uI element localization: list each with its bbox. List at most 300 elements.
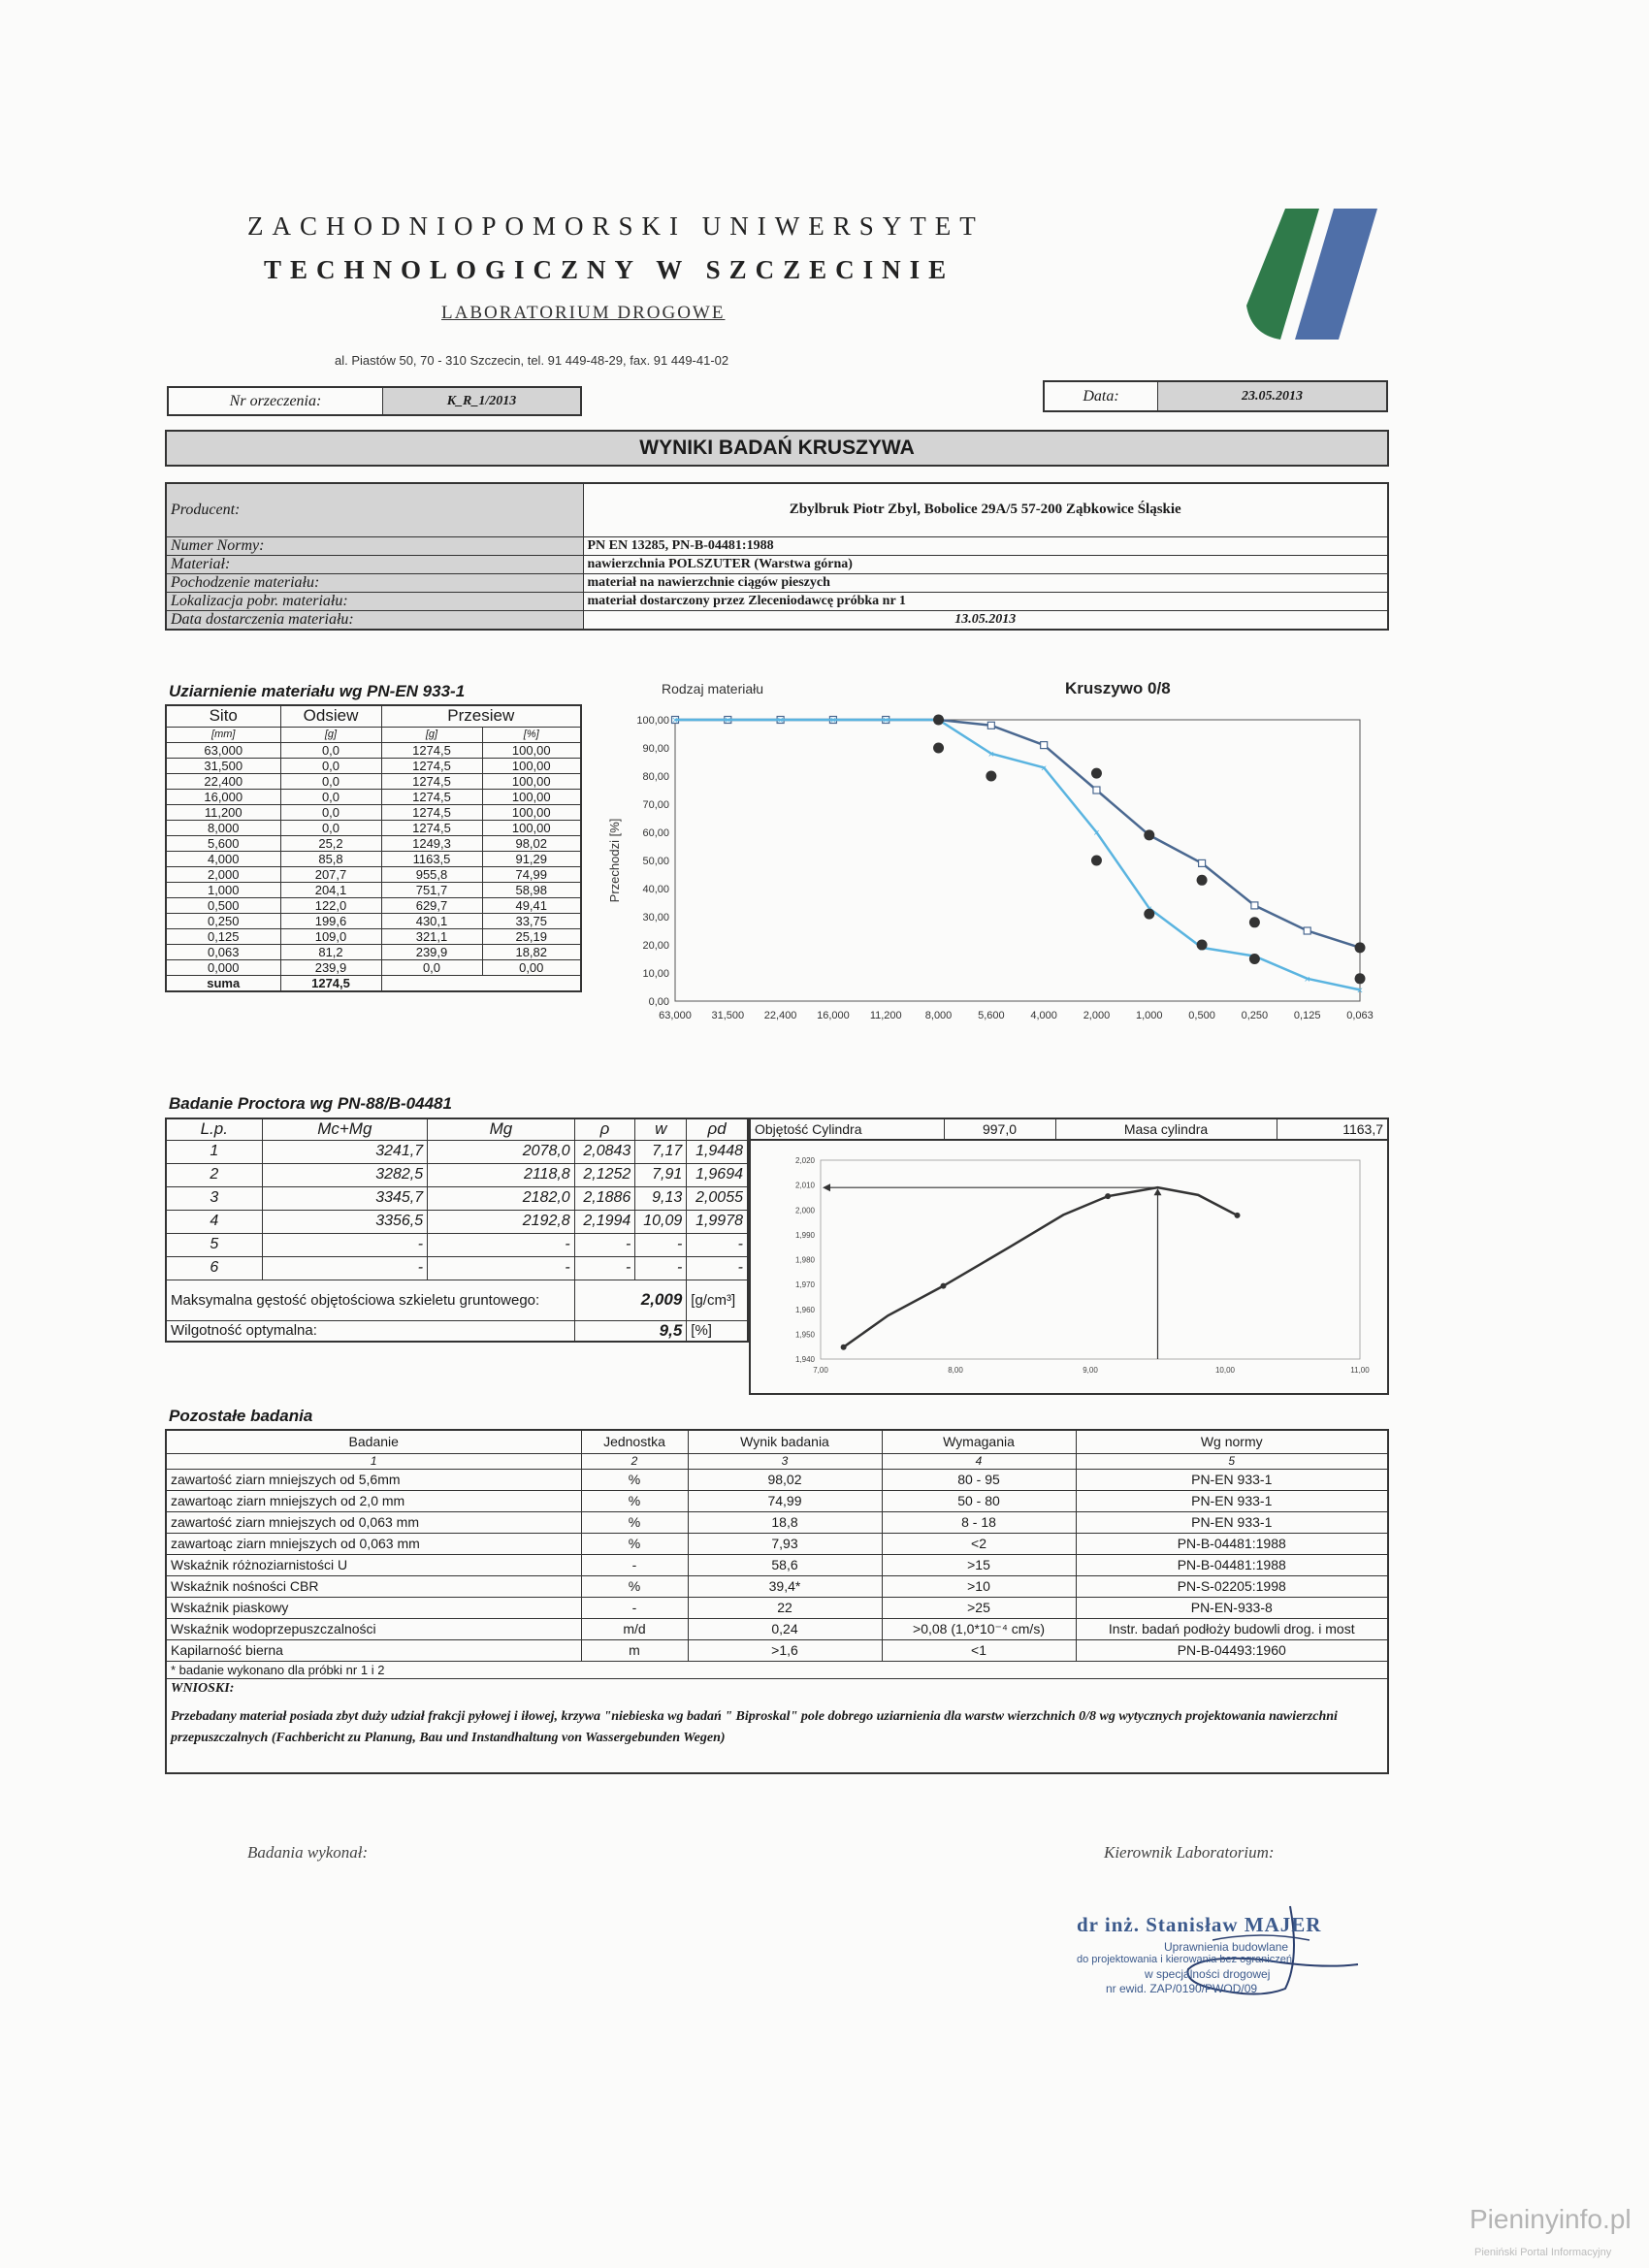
sieve-row — [166, 820, 581, 835]
x-tick-label: 1,000 — [1136, 1010, 1163, 1021]
info-row — [166, 483, 1388, 536]
sieve-size: 0,063 — [166, 944, 280, 959]
proctor-point — [940, 1283, 946, 1289]
proctor-cell: 3241,7 — [262, 1140, 428, 1163]
series-marker: × — [671, 715, 679, 727]
retained: 207,7 — [280, 866, 381, 882]
other-row — [166, 1490, 1388, 1511]
x-tick-label: 63,000 — [659, 1010, 692, 1021]
x-tick-label: 10,00 — [1214, 1366, 1236, 1375]
x-tick-label: 5,600 — [978, 1010, 1005, 1021]
passing-pct: 0,00 — [482, 959, 581, 975]
info-label: Materiał: — [166, 555, 583, 573]
address-line: al. Piastów 50, 70 - 310 Szczecin, tel. 91 449-48-29, fax. 91 449-41-02 — [335, 353, 729, 368]
other-cell: 50 - 80 — [882, 1490, 1076, 1511]
proctor-cell: - — [635, 1256, 687, 1280]
series-marker — [987, 722, 994, 729]
info-value: materiał na nawierzchnie ciągów pieszych — [583, 573, 1388, 592]
proctor-header: ρ — [574, 1118, 635, 1140]
proctor-cell: 6 — [166, 1256, 262, 1280]
x-tick-label: 2,000 — [1083, 1010, 1111, 1021]
university-line-2: TECHNOLOGICZNY W SZCZECINIE — [264, 255, 955, 284]
y-tick-label: 60,00 — [642, 827, 669, 839]
sieve-size: 63,000 — [166, 742, 280, 758]
conclusions-text: Przebadany materiał posiada zbyt duży udział frakcji pyłowej i iłowej, krzywa "niebieska wg badań " Biproskal" pole dobrego uziarnienia dla warstw wierzchnich 0/8 wg wytycznych projektowania nawierzchni przepuszczalnych (Fachbericht zu Planung, Bau und Instandhaltung von Wassergebunden Wegen) — [171, 1708, 1338, 1745]
proctor-chart — [749, 1141, 1389, 1395]
y-tick-label: 40,00 — [642, 884, 669, 895]
other-cell: Wskaźnik wodoprzepuszczalności — [166, 1618, 581, 1639]
passing-g: 751,7 — [381, 882, 482, 897]
x-tick-label: 22,400 — [763, 1010, 797, 1021]
proctor-cell: - — [687, 1233, 748, 1256]
passing-g: 321,1 — [381, 928, 482, 944]
series-marker: × — [1040, 762, 1048, 775]
proctor-cell: 2118,8 — [428, 1163, 575, 1186]
proctor-header: L.p. — [166, 1118, 262, 1140]
other-row — [166, 1618, 1388, 1639]
info-label: Data dostarczenia materiału: — [166, 610, 583, 630]
passing-g: 0,0 — [381, 959, 482, 975]
retained: 199,6 — [280, 913, 381, 928]
other-cell: m — [581, 1639, 688, 1661]
proctor-cell: 2078,0 — [428, 1140, 575, 1163]
series-line — [675, 720, 1360, 948]
info-row — [166, 555, 1388, 573]
passing-pct: 100,00 — [482, 804, 581, 820]
info-value: materiał dostarczony przez Zleceniodawcę próbka nr 1 — [583, 592, 1388, 610]
other-row — [166, 1597, 1388, 1618]
proctor-cell: 3356,5 — [262, 1210, 428, 1233]
series-marker: × — [829, 715, 837, 727]
grading-chart — [586, 700, 1389, 1036]
sample-point — [1355, 942, 1366, 953]
passing-g: 1274,5 — [381, 804, 482, 820]
order-number-box — [167, 386, 582, 416]
other-cell: 98,02 — [688, 1469, 882, 1490]
sieve-size: 5,600 — [166, 835, 280, 851]
x-tick-label: 8,000 — [924, 1010, 953, 1021]
proctor-curve — [844, 1187, 1238, 1347]
stamp-name: dr inż. Stanisław MAJER — [1077, 1913, 1322, 1936]
proctor-cell: 2,1886 — [574, 1186, 635, 1210]
order-number-value: K_R_1/2013 — [382, 388, 580, 414]
sieve-row — [166, 913, 581, 928]
proctor-cell: 5 — [166, 1233, 262, 1256]
unit-mm: [mm] — [166, 727, 280, 742]
proctor-header: w — [635, 1118, 687, 1140]
unit-pct: [%] — [482, 727, 581, 742]
col-sito: Sito — [166, 705, 280, 727]
watermark-site: Pieninyinfo.pl — [1470, 2204, 1632, 2234]
cylinder-info — [749, 1118, 1389, 1141]
passing-g: 955,8 — [381, 866, 482, 882]
suma-label: suma — [166, 975, 280, 991]
other-cell: m/d — [581, 1618, 688, 1639]
sample-point — [933, 715, 944, 726]
max-density-unit: [g/cm³] — [687, 1280, 748, 1320]
optimum-arrow-up — [1154, 1188, 1162, 1195]
series-marker: × — [1093, 827, 1100, 839]
passing-pct: 18,82 — [482, 944, 581, 959]
university-logo — [1242, 199, 1387, 344]
proctor-cell: 2192,8 — [428, 1210, 575, 1233]
other-row — [166, 1639, 1388, 1661]
sieve-row — [166, 944, 581, 959]
passing-pct: 98,02 — [482, 835, 581, 851]
other-header: Badanie — [166, 1430, 581, 1453]
y-tick-label: 70,00 — [642, 799, 669, 811]
col-odsiew: Odsiew — [280, 705, 381, 727]
sample-point — [1249, 917, 1260, 927]
info-row — [166, 610, 1388, 630]
x-tick-label: 4,000 — [1030, 1010, 1057, 1021]
series-line — [675, 720, 1360, 989]
passing-g: 1274,5 — [381, 789, 482, 804]
passing-pct: 33,75 — [482, 913, 581, 928]
x-tick-label: 0,125 — [1293, 1010, 1321, 1021]
proctor-cell: 7,91 — [635, 1163, 687, 1186]
passing-pct: 100,00 — [482, 742, 581, 758]
sieve-row — [166, 804, 581, 820]
other-cell: 74,99 — [688, 1490, 882, 1511]
passing-g: 239,9 — [381, 944, 482, 959]
series-marker — [1093, 787, 1100, 794]
x-tick-label: 11,200 — [869, 1010, 902, 1021]
retained: 81,2 — [280, 944, 381, 959]
y-axis-label: Przechodzi [%] — [607, 818, 622, 903]
sieve-size: 0,125 — [166, 928, 280, 944]
proctor-point — [841, 1345, 847, 1350]
other-cell: Wskaźnik różnoziarnistości U — [166, 1554, 581, 1575]
proctor-cell: 1,9448 — [687, 1140, 748, 1163]
sample-point — [1144, 909, 1154, 920]
passing-g: 1274,5 — [381, 773, 482, 789]
proctor-section-title: Badanie Proctora wg PN-88/B-04481 — [169, 1094, 452, 1113]
sieve-row — [166, 851, 581, 866]
other-row — [166, 1554, 1388, 1575]
x-tick-label: 0,063 — [1346, 1010, 1374, 1021]
proctor-cell: - — [687, 1256, 748, 1280]
sieve-size: 0,500 — [166, 897, 280, 913]
proctor-header: ρd — [687, 1118, 748, 1140]
x-tick-label: 11,00 — [1350, 1366, 1370, 1375]
info-value: PN EN 13285, PN-B-04481:1988 — [583, 536, 1388, 555]
info-label: Numer Normy: — [166, 536, 583, 555]
y-tick-label: 1,970 — [794, 1280, 815, 1290]
date-value: 23.05.2013 — [1157, 382, 1386, 410]
proctor-cell: 2,1994 — [574, 1210, 635, 1233]
series-marker — [1304, 927, 1310, 934]
proctor-cell: 2,0055 — [687, 1186, 748, 1210]
suma-value: 1274,5 — [280, 975, 381, 991]
other-cell: PN-EN 933-1 — [1076, 1511, 1388, 1533]
stamp-line-1: Uprawnienia budowlane — [1164, 1940, 1289, 1954]
sieve-size: 11,200 — [166, 804, 280, 820]
info-value: nawierzchnia POLSZUTER (Warstwa górna) — [583, 555, 1388, 573]
sieve-section-title: Uziarnienie materiału wg PN-EN 933-1 — [169, 682, 466, 700]
unit-g2: [g] — [381, 727, 482, 742]
report-title: WYNIKI BADAŃ KRUSZYWA — [165, 430, 1389, 467]
sieve-row — [166, 928, 581, 944]
sample-point — [933, 743, 944, 754]
other-header: Jednostka — [581, 1430, 688, 1453]
sieve-table — [165, 704, 582, 992]
other-cell: 58,6 — [688, 1554, 882, 1575]
sieve-row — [166, 866, 581, 882]
retained: 122,0 — [280, 897, 381, 913]
optimal-moisture-label: Wilgotność optymalna: — [166, 1320, 574, 1342]
other-cell: % — [581, 1533, 688, 1554]
series-marker: × — [883, 715, 889, 727]
sieve-size: 8,000 — [166, 820, 280, 835]
optimum-arrow-left — [823, 1183, 830, 1191]
sieve-row — [166, 835, 581, 851]
proctor-cell: - — [635, 1233, 687, 1256]
proctor-cell: 3 — [166, 1186, 262, 1210]
proctor-cell: - — [574, 1256, 635, 1280]
y-tick-label: 10,00 — [642, 968, 669, 980]
passing-pct: 100,00 — [482, 789, 581, 804]
footnote: * badanie wykonano dla próbki nr 1 i 2 — [166, 1661, 1388, 1678]
sieve-row — [166, 789, 581, 804]
university-line-1: ZACHODNIOPOMORSKI UNIWERSYTET — [247, 211, 985, 241]
other-col-number: 5 — [1076, 1453, 1388, 1469]
other-row — [166, 1511, 1388, 1533]
proctor-row — [166, 1256, 748, 1280]
other-cell: % — [581, 1469, 688, 1490]
other-cell: Wskaźnik piaskowy — [166, 1597, 581, 1618]
optimal-moisture-unit: [%] — [687, 1320, 748, 1342]
y-tick-label: 1,990 — [794, 1230, 815, 1240]
sieve-size: 1,000 — [166, 882, 280, 897]
other-cell: PN-S-02205:1998 — [1076, 1575, 1388, 1597]
signature-left-label: Badania wykonał: — [247, 1843, 369, 1862]
other-cell: Kapilarność bierna — [166, 1639, 581, 1661]
proctor-cell: 2,1252 — [574, 1163, 635, 1186]
other-cell: 7,93 — [688, 1533, 882, 1554]
passing-g: 1274,5 — [381, 758, 482, 773]
other-cell: >15 — [882, 1554, 1076, 1575]
sample-point — [1197, 875, 1208, 886]
other-cell: >1,6 — [688, 1639, 882, 1661]
info-label: Pochodzenie materiału: — [166, 573, 583, 592]
y-tick-label: 30,00 — [642, 912, 669, 923]
sieve-row — [166, 959, 581, 975]
proctor-table — [165, 1118, 749, 1343]
passing-g: 1274,5 — [381, 742, 482, 758]
retained: 0,0 — [280, 773, 381, 789]
other-cell: % — [581, 1490, 688, 1511]
proctor-cell: 7,17 — [635, 1140, 687, 1163]
other-cell: PN-B-04493:1960 — [1076, 1639, 1388, 1661]
y-tick-label: 2,000 — [794, 1206, 815, 1215]
passing-pct: 49,41 — [482, 897, 581, 913]
other-cell: >0,08 (1,0*10⁻⁴ cm/s) — [882, 1618, 1076, 1639]
other-cell: % — [581, 1575, 688, 1597]
series-marker — [1199, 859, 1206, 866]
series-marker — [1041, 742, 1048, 749]
passing-g: 430,1 — [381, 913, 482, 928]
passing-g: 1163,5 — [381, 851, 482, 866]
passing-g: 629,7 — [381, 897, 482, 913]
proctor-cell: 2 — [166, 1163, 262, 1186]
other-cell: 39,4* — [688, 1575, 882, 1597]
info-value: 13.05.2013 — [583, 610, 1388, 630]
other-cell: <2 — [882, 1533, 1076, 1554]
unit-g: [g] — [280, 727, 381, 742]
info-row — [166, 592, 1388, 610]
cyl-mass-label: Masa cylindra — [1055, 1118, 1277, 1140]
other-cell: - — [581, 1597, 688, 1618]
proctor-cell: 1,9978 — [687, 1210, 748, 1233]
retained: 0,0 — [280, 804, 381, 820]
date-box — [1043, 380, 1388, 412]
other-cell: 8 - 18 — [882, 1511, 1076, 1533]
proctor-cell: - — [428, 1233, 575, 1256]
info-label: Producent: — [166, 483, 583, 536]
other-col-number: 4 — [882, 1453, 1076, 1469]
other-cell: 18,8 — [688, 1511, 882, 1533]
info-table — [165, 482, 1389, 631]
y-tick-label: 20,00 — [642, 940, 669, 952]
other-cell: >25 — [882, 1597, 1076, 1618]
stamp-line-2: do projektowania i kierowania bez ograniczeń — [1077, 1954, 1292, 1965]
retained: 0,0 — [280, 742, 381, 758]
plot-area — [821, 1160, 1360, 1359]
other-cell: PN-EN 933-1 — [1076, 1469, 1388, 1490]
other-cell: zawartość ziarn mniejszych od 0,063 mm — [166, 1511, 581, 1533]
other-row — [166, 1575, 1388, 1597]
order-number-label: Nr orzeczenia: — [229, 393, 322, 409]
retained: 204,1 — [280, 882, 381, 897]
stamp — [1067, 1901, 1387, 2008]
other-cell: PN-EN-933-8 — [1076, 1597, 1388, 1618]
retained: 0,0 — [280, 789, 381, 804]
other-cell: zawartoąc ziarn mniejszych od 2,0 mm — [166, 1490, 581, 1511]
x-tick-label: 7,00 — [813, 1366, 828, 1375]
series-marker: × — [725, 715, 731, 727]
sample-point — [986, 771, 996, 782]
other-col-number: 2 — [581, 1453, 688, 1469]
series-marker: × — [777, 715, 784, 727]
x-tick-label: 0,500 — [1188, 1010, 1215, 1021]
info-row — [166, 536, 1388, 555]
x-tick-label: 8,00 — [948, 1366, 963, 1375]
other-cell: Instr. badań podłoży budowli drog. i most — [1076, 1618, 1388, 1639]
x-tick-label: 31,500 — [711, 1010, 745, 1021]
retained: 0,0 — [280, 758, 381, 773]
other-cell: zawartoąc ziarn mniejszych od 0,063 mm — [166, 1533, 581, 1554]
y-tick-label: 2,020 — [794, 1156, 815, 1165]
sieve-row — [166, 773, 581, 789]
other-header: Wymagania — [882, 1430, 1076, 1453]
other-cell: 22 — [688, 1597, 882, 1618]
proctor-cell: 1 — [166, 1140, 262, 1163]
proctor-cell: - — [428, 1256, 575, 1280]
sieve-size: 22,400 — [166, 773, 280, 789]
laboratory-name: LABORATORIUM DROGOWE — [441, 303, 726, 323]
other-tests-table — [165, 1429, 1389, 1774]
other-header: Wynik badania — [688, 1430, 882, 1453]
other-cell: PN-B-04481:1988 — [1076, 1533, 1388, 1554]
proctor-cell: 1,9694 — [687, 1163, 748, 1186]
proctor-point — [1235, 1213, 1241, 1218]
info-value: Zbylbruk Piotr Zbyl, Bobolice 29A/5 57-200 Ząbkowice Śląskie — [583, 483, 1388, 536]
retained: 0,0 — [280, 820, 381, 835]
proctor-cell: - — [262, 1256, 428, 1280]
sample-point — [1249, 954, 1260, 964]
proctor-point — [1105, 1193, 1111, 1199]
chart-legend-label: Rodzaj materiału — [662, 681, 764, 697]
proctor-header: Mc+Mg — [262, 1118, 428, 1140]
cyl-volume-value: 997,0 — [944, 1118, 1055, 1140]
chart-title: Kruszywo 0/8 — [1065, 679, 1171, 697]
sieve-row — [166, 742, 581, 758]
retained: 109,0 — [280, 928, 381, 944]
stamp-line-4: nr ewid. ZAP/0190/PWOD/09 — [1106, 1982, 1258, 1995]
cyl-volume-label: Objętość Cylindra — [750, 1118, 944, 1140]
sieve-size: 16,000 — [166, 789, 280, 804]
other-cell: <1 — [882, 1639, 1076, 1661]
proctor-cell: 3345,7 — [262, 1186, 428, 1210]
retained: 239,9 — [280, 959, 381, 975]
sieve-row — [166, 897, 581, 913]
passing-g: 1249,3 — [381, 835, 482, 851]
y-tick-label: 90,00 — [642, 743, 669, 755]
y-tick-label: 2,010 — [794, 1181, 815, 1190]
proctor-cell: 3282,5 — [262, 1163, 428, 1186]
other-section-title: Pozostałe badania — [169, 1407, 313, 1425]
cyl-mass-value: 1163,7 — [1277, 1118, 1388, 1140]
y-tick-label: 1,940 — [794, 1355, 815, 1364]
x-tick-label: 0,250 — [1241, 1010, 1269, 1021]
watermark-tagline: Pieniński Portal Informacyjny — [1474, 2247, 1612, 2258]
sample-point — [1197, 940, 1208, 951]
other-cell: >10 — [882, 1575, 1076, 1597]
proctor-row — [166, 1163, 748, 1186]
sample-point — [1355, 973, 1366, 984]
other-header: Wg normy — [1076, 1430, 1388, 1453]
other-row — [166, 1533, 1388, 1554]
sieve-size: 0,250 — [166, 913, 280, 928]
sieve-row — [166, 882, 581, 897]
sieve-size: 4,000 — [166, 851, 280, 866]
y-tick-label: 80,00 — [642, 771, 669, 783]
sieve-row — [166, 758, 581, 773]
proctor-cell: 10,09 — [635, 1210, 687, 1233]
proctor-cell: 9,13 — [635, 1186, 687, 1210]
retained: 85,8 — [280, 851, 381, 866]
passing-pct: 100,00 — [482, 758, 581, 773]
series-marker: × — [1304, 973, 1310, 986]
sample-point — [1091, 768, 1102, 779]
other-cell: PN-B-04481:1988 — [1076, 1554, 1388, 1575]
retained: 25,2 — [280, 835, 381, 851]
y-tick-label: 1,950 — [794, 1330, 815, 1340]
sieve-size: 2,000 — [166, 866, 280, 882]
proctor-cell: 2,0843 — [574, 1140, 635, 1163]
date-label: Data: — [1083, 388, 1119, 405]
passing-pct: 25,19 — [482, 928, 581, 944]
optimal-moisture-value: 9,5 — [574, 1320, 687, 1342]
proctor-row — [166, 1210, 748, 1233]
other-cell: - — [581, 1554, 688, 1575]
x-tick-label: 16,000 — [817, 1010, 850, 1021]
y-tick-label: 0,00 — [648, 996, 669, 1008]
passing-pct: 74,99 — [482, 866, 581, 882]
sieve-size: 31,500 — [166, 758, 280, 773]
passing-pct: 100,00 — [482, 773, 581, 789]
